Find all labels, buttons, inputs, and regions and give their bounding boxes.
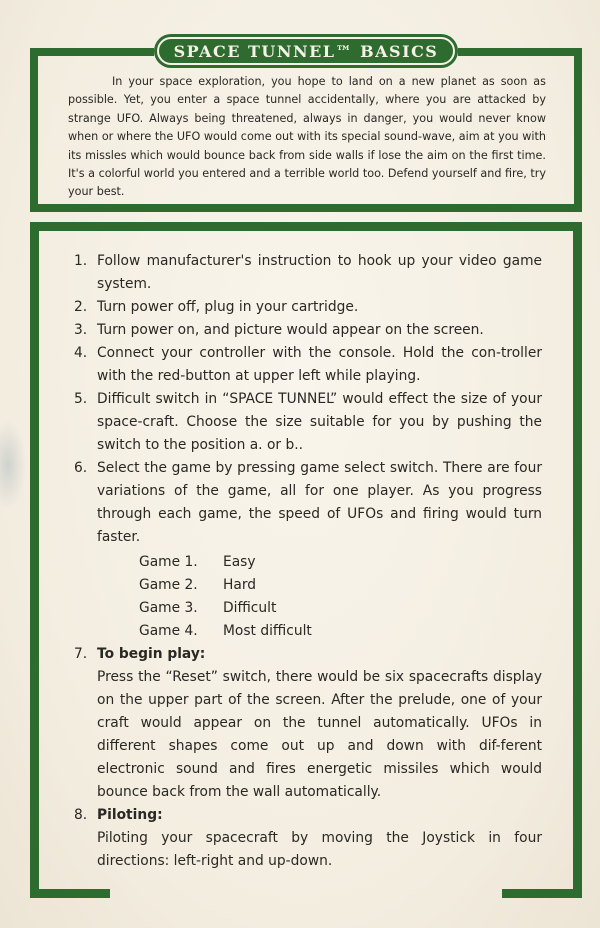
step-number: 6. <box>74 460 88 476</box>
game-name: Game 4. <box>139 623 198 639</box>
step-number: 1. <box>74 253 88 269</box>
step-text: Piloting your spacecraft by moving the Joystick in four directions: left-right and up-down. <box>97 830 542 869</box>
game-variation-row <box>139 551 542 574</box>
title-banner <box>154 34 458 68</box>
intro-text: In your space exploration, you hope to land on a new planet as soon as possible. Yet, you enter a space tunnel accidentally, where you are attacked by strange UFO. Always being threatened, always in danger, you would never know when or where the UFO would come out with its special sound-wave, aim at you with its missles which would bounce back from side walls if lose the aim on the first time. It's a colorful world you entered and a terrible world too. Defend yourself and fire, try your best. <box>68 75 546 199</box>
game-difficulty: Hard <box>223 577 257 593</box>
page-title: SPACE TUNNEL™ BASICS <box>157 37 455 65</box>
game-variation-row <box>139 620 542 643</box>
list-item <box>74 388 542 457</box>
step-text: Turn power on, and picture would appear on the screen. <box>97 322 484 338</box>
step-number: 5. <box>74 391 88 407</box>
game-difficulty: Most difficult <box>223 623 312 639</box>
game-variations-list <box>139 551 542 643</box>
step-heading: To begin play: <box>97 646 206 662</box>
instructions-frame-bottom-right <box>502 889 582 898</box>
list-item <box>74 457 542 643</box>
list-item <box>74 342 542 388</box>
game-variation-row <box>139 597 542 620</box>
step-text: Turn power off, plug in your cartridge. <box>97 299 359 315</box>
step-text: Press the “Reset” switch, there would be six spacecrafts display on the upper part of the screen. After the prelude, one of your craft would appear on the tunnel automatically. UFOs in different shapes come out up and down with dif-ferent electronic sound and fires energetic missiles which would bounce back from the wall automatically. <box>97 669 542 800</box>
list-item <box>74 643 542 804</box>
step-number: 8. <box>74 807 88 823</box>
intro-frame-top-left <box>30 48 154 56</box>
game-name: Game 1. <box>139 554 198 570</box>
game-difficulty: Difficult <box>223 600 277 616</box>
step-heading: Piloting: <box>97 807 163 823</box>
instructions-frame-bottom-left <box>30 889 110 898</box>
list-item <box>74 250 542 296</box>
list-item <box>74 804 542 873</box>
step-text: Select the game by pressing game select switch. There are four variations of the game, all for one player. As you progress through each game, the speed of UFOs and firing would turn faster. <box>97 460 542 545</box>
paper-stain <box>0 420 26 510</box>
step-text: Follow manufacturer's instruction to hook up your video game system. <box>97 253 542 292</box>
step-text: Connect your controller with the console. Hold the con-troller with the red-button at upper left while playing. <box>97 345 542 384</box>
game-name: Game 2. <box>139 577 198 593</box>
step-number: 7. <box>74 646 88 662</box>
step-text: Difficult switch in “SPACE TUNNEL” would effect the size of your space-craft. Choose the size suitable for you by pushing the switch to the position a. or b.. <box>97 391 542 453</box>
step-number: 3. <box>74 322 88 338</box>
game-variation-row <box>139 574 542 597</box>
intro-frame-top-right <box>458 48 582 56</box>
step-number: 2. <box>74 299 88 315</box>
game-name: Game 3. <box>139 600 198 616</box>
list-item <box>74 319 542 342</box>
list-item <box>74 296 542 319</box>
step-number: 4. <box>74 345 88 361</box>
game-difficulty: Easy <box>223 554 256 570</box>
instruction-list <box>74 250 542 873</box>
intro-paragraph <box>68 73 546 202</box>
